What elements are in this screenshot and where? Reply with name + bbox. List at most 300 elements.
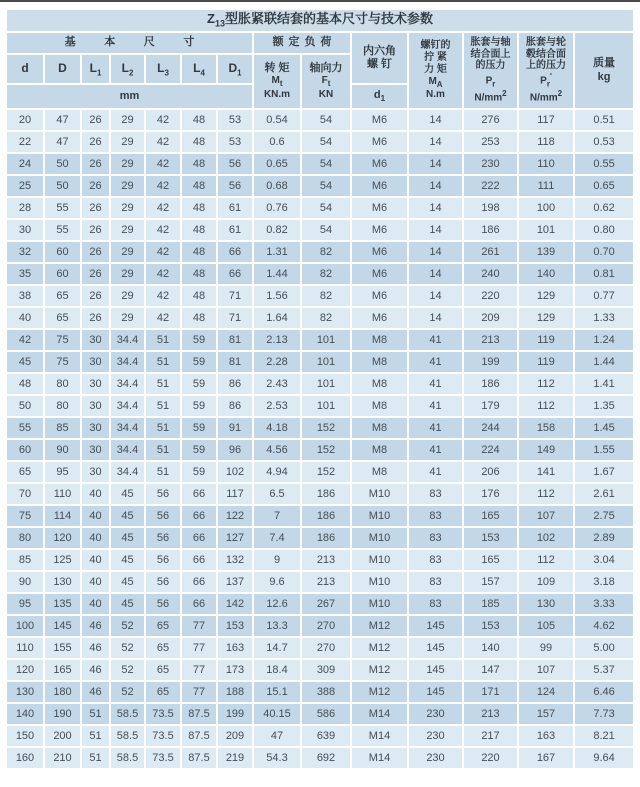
cell: 120 — [45, 528, 80, 548]
cell: 0.53 — [575, 132, 633, 152]
cell: 118 — [519, 132, 573, 152]
cell: 34.4 — [111, 396, 144, 416]
cell: 26 — [82, 132, 109, 152]
cell: 230 — [409, 748, 462, 768]
cell: 30 — [82, 462, 109, 482]
cell: 41 — [409, 462, 462, 482]
cell: 65 — [146, 638, 180, 658]
cell: 109 — [519, 572, 573, 592]
table-row — [7, 418, 633, 438]
cell: 100 — [519, 198, 573, 218]
cell: 240 — [464, 264, 517, 284]
cell: 83 — [409, 550, 462, 570]
cell: 90 — [7, 572, 43, 592]
cell: 54 — [302, 132, 350, 152]
cell: 101 — [519, 220, 573, 240]
col-header-torque: 转 矩 $M_t$ KN.m — [254, 55, 300, 108]
cell: 42 — [7, 330, 43, 350]
cell: 35 — [7, 264, 43, 284]
cell: 145 — [409, 682, 462, 702]
cell: M6 — [352, 264, 407, 284]
cell: 51 — [146, 352, 180, 372]
cell: M8 — [352, 418, 407, 438]
cell: 1.31 — [254, 242, 300, 262]
cell: 30 — [82, 352, 109, 372]
cell: 51 — [146, 418, 180, 438]
col-header-d1: $d_1$ — [352, 85, 407, 108]
cell: 209 — [464, 308, 517, 328]
cell: 0.62 — [575, 198, 633, 218]
col-header-pressure-shaft: 胀套与轴 结合面上 的压力 $P_r$ $N/mm^2$ — [464, 33, 517, 108]
cell: 230 — [409, 726, 462, 746]
cell: 83 — [409, 594, 462, 614]
cell: 65 — [146, 682, 180, 702]
cell: 65 — [146, 616, 180, 636]
cell: 41 — [409, 330, 462, 350]
cell: 186 — [302, 528, 350, 548]
cell: 1.55 — [575, 440, 633, 460]
cell: 51 — [146, 396, 180, 416]
cell: 4.62 — [575, 616, 633, 636]
cell: 4.94 — [254, 462, 300, 482]
cell: 129 — [519, 286, 573, 306]
cell: 52 — [111, 682, 144, 702]
cell: 41 — [409, 396, 462, 416]
cell: 66 — [182, 594, 216, 614]
cell: 51 — [82, 726, 109, 746]
cell: 52 — [111, 616, 144, 636]
cell: 82 — [302, 286, 350, 306]
cell: M6 — [352, 220, 407, 240]
table-row — [7, 638, 633, 658]
cell: 112 — [519, 374, 573, 394]
cell: 59 — [182, 440, 216, 460]
cell: 53 — [218, 110, 252, 130]
cell: 30 — [82, 374, 109, 394]
cell: 220 — [464, 748, 517, 768]
cell: 176 — [464, 484, 517, 504]
cell: 30 — [82, 418, 109, 438]
cell: 50 — [7, 396, 43, 416]
cell: 0.65 — [575, 176, 633, 196]
cell: 100 — [7, 616, 43, 636]
cell: 101 — [302, 352, 350, 372]
cell: 56 — [146, 594, 180, 614]
cell: 163 — [218, 638, 252, 658]
cell: 2.53 — [254, 396, 300, 416]
cell: 59 — [182, 352, 216, 372]
cell: 117 — [218, 484, 252, 504]
cell: 59 — [182, 330, 216, 350]
cell: M14 — [352, 748, 407, 768]
cell: 51 — [82, 748, 109, 768]
cell: 7 — [254, 506, 300, 526]
cell: M8 — [352, 440, 407, 460]
cell: 1.67 — [575, 462, 633, 482]
cell: 2.28 — [254, 352, 300, 372]
cell: 54 — [302, 198, 350, 218]
cell: 163 — [519, 726, 573, 746]
table-row — [7, 484, 633, 504]
cell: 40 — [82, 550, 109, 570]
cell: 111 — [519, 176, 573, 196]
cell: 42 — [146, 132, 180, 152]
cell: 66 — [218, 242, 252, 262]
cell: 54.3 — [254, 748, 300, 768]
cell: 0.81 — [575, 264, 633, 284]
cell: 24 — [7, 154, 43, 174]
cell: 54 — [302, 154, 350, 174]
table-row — [7, 506, 633, 526]
cell: 14 — [409, 264, 462, 284]
spec-table — [5, 8, 635, 770]
cell: 26 — [82, 220, 109, 240]
cell: 34.4 — [111, 418, 144, 438]
cell: 14 — [409, 242, 462, 262]
cell: 309 — [302, 660, 350, 680]
cell: 71 — [218, 308, 252, 328]
table-row — [7, 682, 633, 702]
table-body — [7, 110, 633, 768]
cell: 30 — [82, 396, 109, 416]
col-header-L3: $L_3$ — [146, 55, 180, 83]
cell: 73.5 — [146, 704, 180, 724]
cell: 40 — [82, 528, 109, 548]
cell: 42 — [146, 154, 180, 174]
cell: 1.44 — [575, 352, 633, 372]
cell: 55 — [45, 220, 80, 240]
col-header-D: D — [45, 55, 80, 83]
cell: 586 — [302, 704, 350, 724]
cell: 26 — [82, 264, 109, 284]
title-prefix: Z — [207, 11, 215, 27]
cell: 1.64 — [254, 308, 300, 328]
cell: 9.64 — [575, 748, 633, 768]
cell: 165 — [464, 506, 517, 526]
col-header-L2: $L_2$ — [111, 55, 144, 83]
cell: 41 — [409, 418, 462, 438]
col-header-axial-force: 轴向力 $F_t$ KN — [302, 55, 350, 108]
col-header-D1: $D_1$ — [218, 55, 252, 83]
cell: 140 — [464, 638, 517, 658]
cell: 34.4 — [111, 352, 144, 372]
cell: 158 — [519, 418, 573, 438]
cell: 0.54 — [254, 110, 300, 130]
cell: 51 — [82, 704, 109, 724]
cell: M14 — [352, 704, 407, 724]
table-row — [7, 110, 633, 130]
cell: 110 — [45, 484, 80, 504]
cell: 46 — [82, 660, 109, 680]
cell: 83 — [409, 484, 462, 504]
cell: M6 — [352, 132, 407, 152]
cell: M8 — [352, 396, 407, 416]
col-header-d: d — [7, 55, 43, 83]
cell: M10 — [352, 484, 407, 504]
table-row — [7, 154, 633, 174]
cell: 171 — [464, 682, 517, 702]
cell: 130 — [45, 572, 80, 592]
cell: 42 — [146, 110, 180, 130]
cell: 40 — [82, 594, 109, 614]
cell: 56 — [218, 176, 252, 196]
cell: 83 — [409, 528, 462, 548]
cell: 86 — [218, 396, 252, 416]
cell: 48 — [182, 242, 216, 262]
cell: 42 — [146, 264, 180, 284]
cell: 122 — [218, 506, 252, 526]
cell: 34.4 — [111, 374, 144, 394]
cell: 0.82 — [254, 220, 300, 240]
cell: 15.1 — [254, 682, 300, 702]
cell: 153 — [218, 616, 252, 636]
cell: M6 — [352, 308, 407, 328]
cell: 50 — [45, 154, 80, 174]
cell: 110 — [519, 154, 573, 174]
cell: 147 — [464, 660, 517, 680]
cell: 0.51 — [575, 110, 633, 130]
cell: 29 — [111, 154, 144, 174]
cell: 112 — [519, 484, 573, 504]
cell: 0.77 — [575, 286, 633, 306]
cell: 224 — [464, 440, 517, 460]
cell: 34.4 — [111, 330, 144, 350]
cell: 4.18 — [254, 418, 300, 438]
cell: 29 — [111, 176, 144, 196]
cell: M12 — [352, 682, 407, 702]
cell: 45 — [111, 506, 144, 526]
table-row — [7, 528, 633, 548]
title-rest: 型胀紧联结套的基本尺寸与技术参数 — [225, 11, 434, 27]
cell: 132 — [218, 550, 252, 570]
cell: M10 — [352, 550, 407, 570]
cell: 124 — [519, 682, 573, 702]
cell: 26 — [82, 110, 109, 130]
page-title — [7, 10, 633, 31]
table-row — [7, 308, 633, 328]
cell: 58.5 — [111, 748, 144, 768]
cell: 210 — [45, 748, 80, 768]
cell: 91 — [218, 418, 252, 438]
cell: 270 — [302, 616, 350, 636]
cell: 0.6 — [254, 132, 300, 152]
cell: 639 — [302, 726, 350, 746]
cell: 25 — [7, 176, 43, 196]
cell: 59 — [182, 462, 216, 482]
cell: 140 — [519, 264, 573, 284]
cell: 75 — [7, 506, 43, 526]
cell: 80 — [7, 528, 43, 548]
cell: 14 — [409, 110, 462, 130]
table-row — [7, 440, 633, 460]
cell: 185 — [464, 594, 517, 614]
cell: 50 — [45, 176, 80, 196]
cell: 30 — [82, 330, 109, 350]
cell: 145 — [409, 660, 462, 680]
cell: 29 — [111, 110, 144, 130]
table-row — [7, 550, 633, 570]
cell: 105 — [519, 616, 573, 636]
cell: 0.76 — [254, 198, 300, 218]
cell: 222 — [464, 176, 517, 196]
cell: M8 — [352, 374, 407, 394]
cell: 0.80 — [575, 220, 633, 240]
cell: 60 — [7, 440, 43, 460]
cell: 86 — [218, 374, 252, 394]
cell: 150 — [7, 726, 43, 746]
table-row — [7, 396, 633, 416]
cell: 165 — [45, 660, 80, 680]
cell: 244 — [464, 418, 517, 438]
cell: 82 — [302, 242, 350, 262]
table-row — [7, 594, 633, 614]
cell: 56 — [146, 484, 180, 504]
cell: 130 — [7, 682, 43, 702]
cell: M6 — [352, 110, 407, 130]
cell: 270 — [302, 638, 350, 658]
cell: 130 — [519, 594, 573, 614]
cell: 48 — [182, 198, 216, 218]
cell: 59 — [182, 374, 216, 394]
cell: 48 — [182, 264, 216, 284]
cell: 253 — [464, 132, 517, 152]
cell: 52 — [111, 660, 144, 680]
cell: 129 — [519, 308, 573, 328]
cell: 153 — [464, 528, 517, 548]
cell: 152 — [302, 440, 350, 460]
cell: 46 — [82, 682, 109, 702]
cell: M8 — [352, 462, 407, 482]
cell: 85 — [45, 418, 80, 438]
cell: 127 — [218, 528, 252, 548]
cell: 65 — [45, 286, 80, 306]
table-row — [7, 198, 633, 218]
cell: 75 — [45, 330, 80, 350]
cell: 141 — [519, 462, 573, 482]
cell: 58.5 — [111, 726, 144, 746]
cell: 42 — [146, 286, 180, 306]
cell: 70 — [7, 484, 43, 504]
cell: 0.55 — [575, 154, 633, 174]
cell: 81 — [218, 352, 252, 372]
cell: 213 — [302, 572, 350, 592]
cell: 56 — [146, 572, 180, 592]
cell: 56 — [218, 154, 252, 174]
cell: 38 — [7, 286, 43, 306]
cell: 3.04 — [575, 550, 633, 570]
cell: 95 — [7, 594, 43, 614]
cell: 140 — [7, 704, 43, 724]
cell: 6.5 — [254, 484, 300, 504]
col-group-basic-dimensions: 基本尺寸 — [7, 33, 252, 53]
cell: 90 — [45, 440, 80, 460]
title-subscript: 13 — [215, 18, 226, 29]
cell: 51 — [146, 374, 180, 394]
cell: 80 — [45, 396, 80, 416]
cell: 101 — [302, 330, 350, 350]
cell: 110 — [7, 638, 43, 658]
cell: 42 — [146, 220, 180, 240]
cell: 167 — [519, 748, 573, 768]
cell: 101 — [302, 396, 350, 416]
cell: 112 — [519, 550, 573, 570]
cell: 101 — [302, 374, 350, 394]
table-row — [7, 264, 633, 284]
cell: 29 — [111, 198, 144, 218]
cell: M10 — [352, 528, 407, 548]
table-row — [7, 572, 633, 592]
cell: 48 — [7, 374, 43, 394]
cell: 213 — [464, 330, 517, 350]
table-row — [7, 352, 633, 372]
cell: 54 — [302, 176, 350, 196]
cell: 28 — [7, 198, 43, 218]
cell: 145 — [45, 616, 80, 636]
cell: 77 — [182, 682, 216, 702]
cell: 112 — [519, 396, 573, 416]
cell: 152 — [302, 462, 350, 482]
cell: 71 — [218, 286, 252, 306]
cell: M10 — [352, 572, 407, 592]
cell: 45 — [111, 550, 144, 570]
table-row — [7, 286, 633, 306]
cell: 142 — [218, 594, 252, 614]
cell: 54 — [302, 220, 350, 240]
cell: 9 — [254, 550, 300, 570]
cell: 34.4 — [111, 440, 144, 460]
cell: 3.33 — [575, 594, 633, 614]
cell: 209 — [218, 726, 252, 746]
cell: 29 — [111, 264, 144, 284]
cell: 139 — [519, 242, 573, 262]
cell: 87.5 — [182, 748, 216, 768]
cell: 99 — [519, 638, 573, 658]
cell: 190 — [45, 704, 80, 724]
cell: 2.43 — [254, 374, 300, 394]
cell: 56 — [146, 550, 180, 570]
cell: 82 — [302, 264, 350, 284]
cell: 29 — [111, 308, 144, 328]
cell: 1.35 — [575, 396, 633, 416]
cell: 219 — [218, 748, 252, 768]
cell: 26 — [82, 198, 109, 218]
cell: 48 — [182, 154, 216, 174]
cell: 1.33 — [575, 308, 633, 328]
cell: 60 — [45, 264, 80, 284]
cell: M6 — [352, 286, 407, 306]
spec-table-container — [0, 2, 640, 778]
cell: 213 — [302, 550, 350, 570]
cell: 29 — [111, 132, 144, 152]
table-row — [7, 704, 633, 724]
cell: 7.4 — [254, 528, 300, 548]
table-row — [7, 176, 633, 196]
cell: M12 — [352, 638, 407, 658]
header-row-groups — [7, 33, 633, 53]
cell: 47 — [254, 726, 300, 746]
col-header-tightening-torque: 螺钉的 拧 紧 力 矩 $M_A$ N.m — [409, 33, 462, 108]
cell: 54 — [302, 110, 350, 130]
cell: 87.5 — [182, 726, 216, 746]
cell: 107 — [519, 660, 573, 680]
cell: 145 — [409, 638, 462, 658]
cell: 153 — [464, 616, 517, 636]
cell: 0.65 — [254, 154, 300, 174]
table-row — [7, 726, 633, 746]
table-row — [7, 374, 633, 394]
col-header-pressure-hub: 胀套与轮 毂结合面 上的压力 $P_r'$ $N/mm^2$ — [519, 33, 573, 108]
cell: 65 — [7, 462, 43, 482]
